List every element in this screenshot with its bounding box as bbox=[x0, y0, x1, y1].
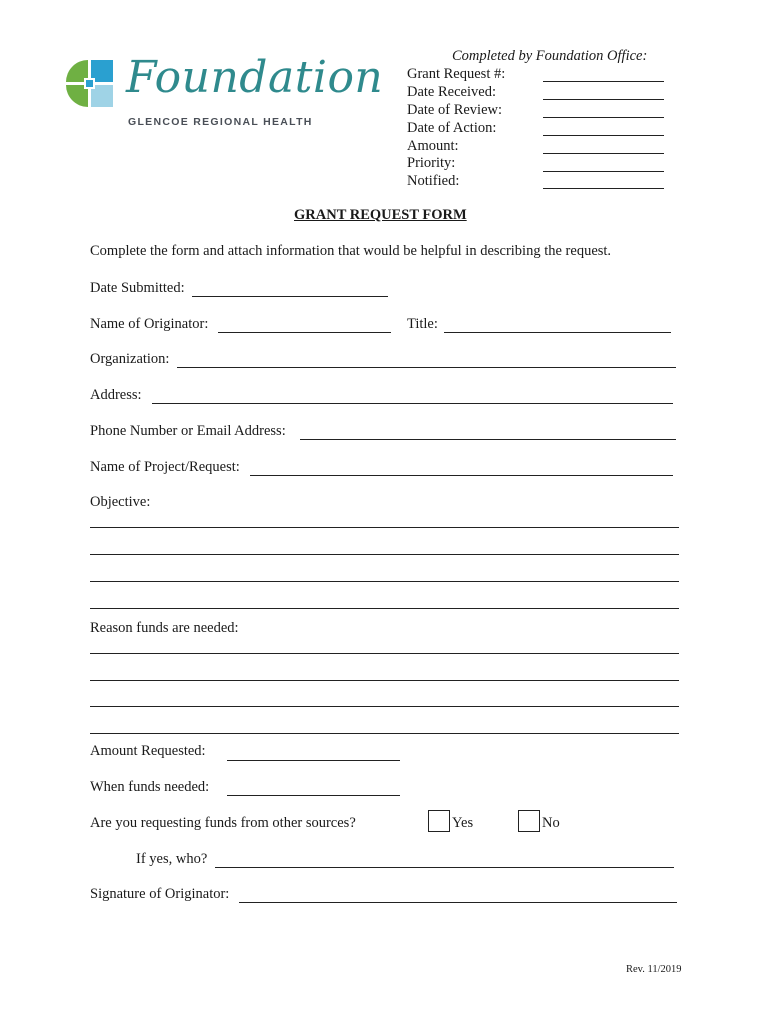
signature-label: Signature of Originator: bbox=[90, 886, 230, 902]
project-field[interactable] bbox=[250, 475, 673, 476]
objective-label: Objective: bbox=[90, 494, 151, 510]
office-label-date-received: Date Received: bbox=[407, 84, 496, 100]
date-submitted-label: Date Submitted: bbox=[90, 280, 185, 296]
project-label: Name of Project/Request: bbox=[90, 459, 240, 475]
objective-line-1[interactable] bbox=[90, 527, 679, 528]
other-sources-label: Are you requesting funds from other sources? bbox=[90, 815, 356, 831]
office-line-date-received[interactable] bbox=[543, 99, 664, 100]
phone-email-field[interactable] bbox=[300, 439, 676, 440]
office-line-date-review[interactable] bbox=[543, 117, 664, 118]
organization-label: Organization: bbox=[90, 351, 170, 367]
title-field[interactable] bbox=[444, 332, 671, 333]
title-label: Title: bbox=[407, 316, 438, 332]
signature-field[interactable] bbox=[239, 902, 677, 903]
office-label-notified: Notified: bbox=[407, 173, 460, 189]
no-checkbox[interactable] bbox=[518, 810, 540, 832]
originator-field[interactable] bbox=[218, 332, 391, 333]
form-intro: Complete the form and attach information that would be helpful in describing the request. bbox=[90, 243, 612, 259]
when-label: When funds needed: bbox=[90, 779, 210, 795]
reason-line-1[interactable] bbox=[90, 653, 679, 654]
reason-line-3[interactable] bbox=[90, 706, 679, 707]
office-line-notified[interactable] bbox=[543, 188, 664, 189]
reason-label: Reason funds are needed: bbox=[90, 620, 239, 636]
office-line-amount[interactable] bbox=[543, 153, 664, 154]
office-line-priority[interactable] bbox=[543, 171, 664, 172]
address-label: Address: bbox=[90, 387, 142, 403]
address-field[interactable] bbox=[152, 403, 673, 404]
objective-line-3[interactable] bbox=[90, 581, 679, 582]
office-line-date-action[interactable] bbox=[543, 135, 664, 136]
reason-line-2[interactable] bbox=[90, 680, 679, 681]
amount-label: Amount Requested: bbox=[90, 743, 206, 759]
objective-line-2[interactable] bbox=[90, 554, 679, 555]
logo-wordmark: Foundation bbox=[126, 52, 384, 103]
office-label-grant-request: Grant Request #: bbox=[407, 66, 506, 82]
no-label: No bbox=[542, 815, 560, 831]
revision-date: Rev. 11/2019 bbox=[626, 964, 682, 975]
when-field[interactable] bbox=[227, 795, 400, 796]
office-label-priority: Priority: bbox=[407, 155, 456, 171]
amount-field[interactable] bbox=[227, 760, 400, 761]
office-line-grant-request[interactable] bbox=[543, 81, 664, 82]
date-submitted-field[interactable] bbox=[192, 296, 388, 297]
office-label-date-review: Date of Review: bbox=[407, 102, 503, 118]
reason-line-4[interactable] bbox=[90, 733, 679, 734]
cross-logo-icon bbox=[64, 58, 116, 110]
yes-checkbox[interactable] bbox=[428, 810, 450, 832]
office-label-date-action: Date of Action: bbox=[407, 120, 497, 136]
form-title: GRANT REQUEST FORM bbox=[294, 207, 467, 223]
foundation-logo bbox=[64, 52, 384, 132]
organization-field[interactable] bbox=[177, 367, 676, 368]
if-yes-field[interactable] bbox=[215, 867, 674, 868]
office-heading: Completed by Foundation Office: bbox=[452, 48, 648, 64]
objective-line-4[interactable] bbox=[90, 608, 679, 609]
yes-label: Yes bbox=[452, 815, 474, 831]
if-yes-label: If yes, who? bbox=[136, 851, 208, 867]
phone-email-label: Phone Number or Email Address: bbox=[90, 423, 286, 439]
logo-subtitle: GLENCOE REGIONAL HEALTH bbox=[128, 116, 313, 128]
originator-label: Name of Originator: bbox=[90, 316, 209, 332]
office-label-amount: Amount: bbox=[407, 138, 459, 154]
